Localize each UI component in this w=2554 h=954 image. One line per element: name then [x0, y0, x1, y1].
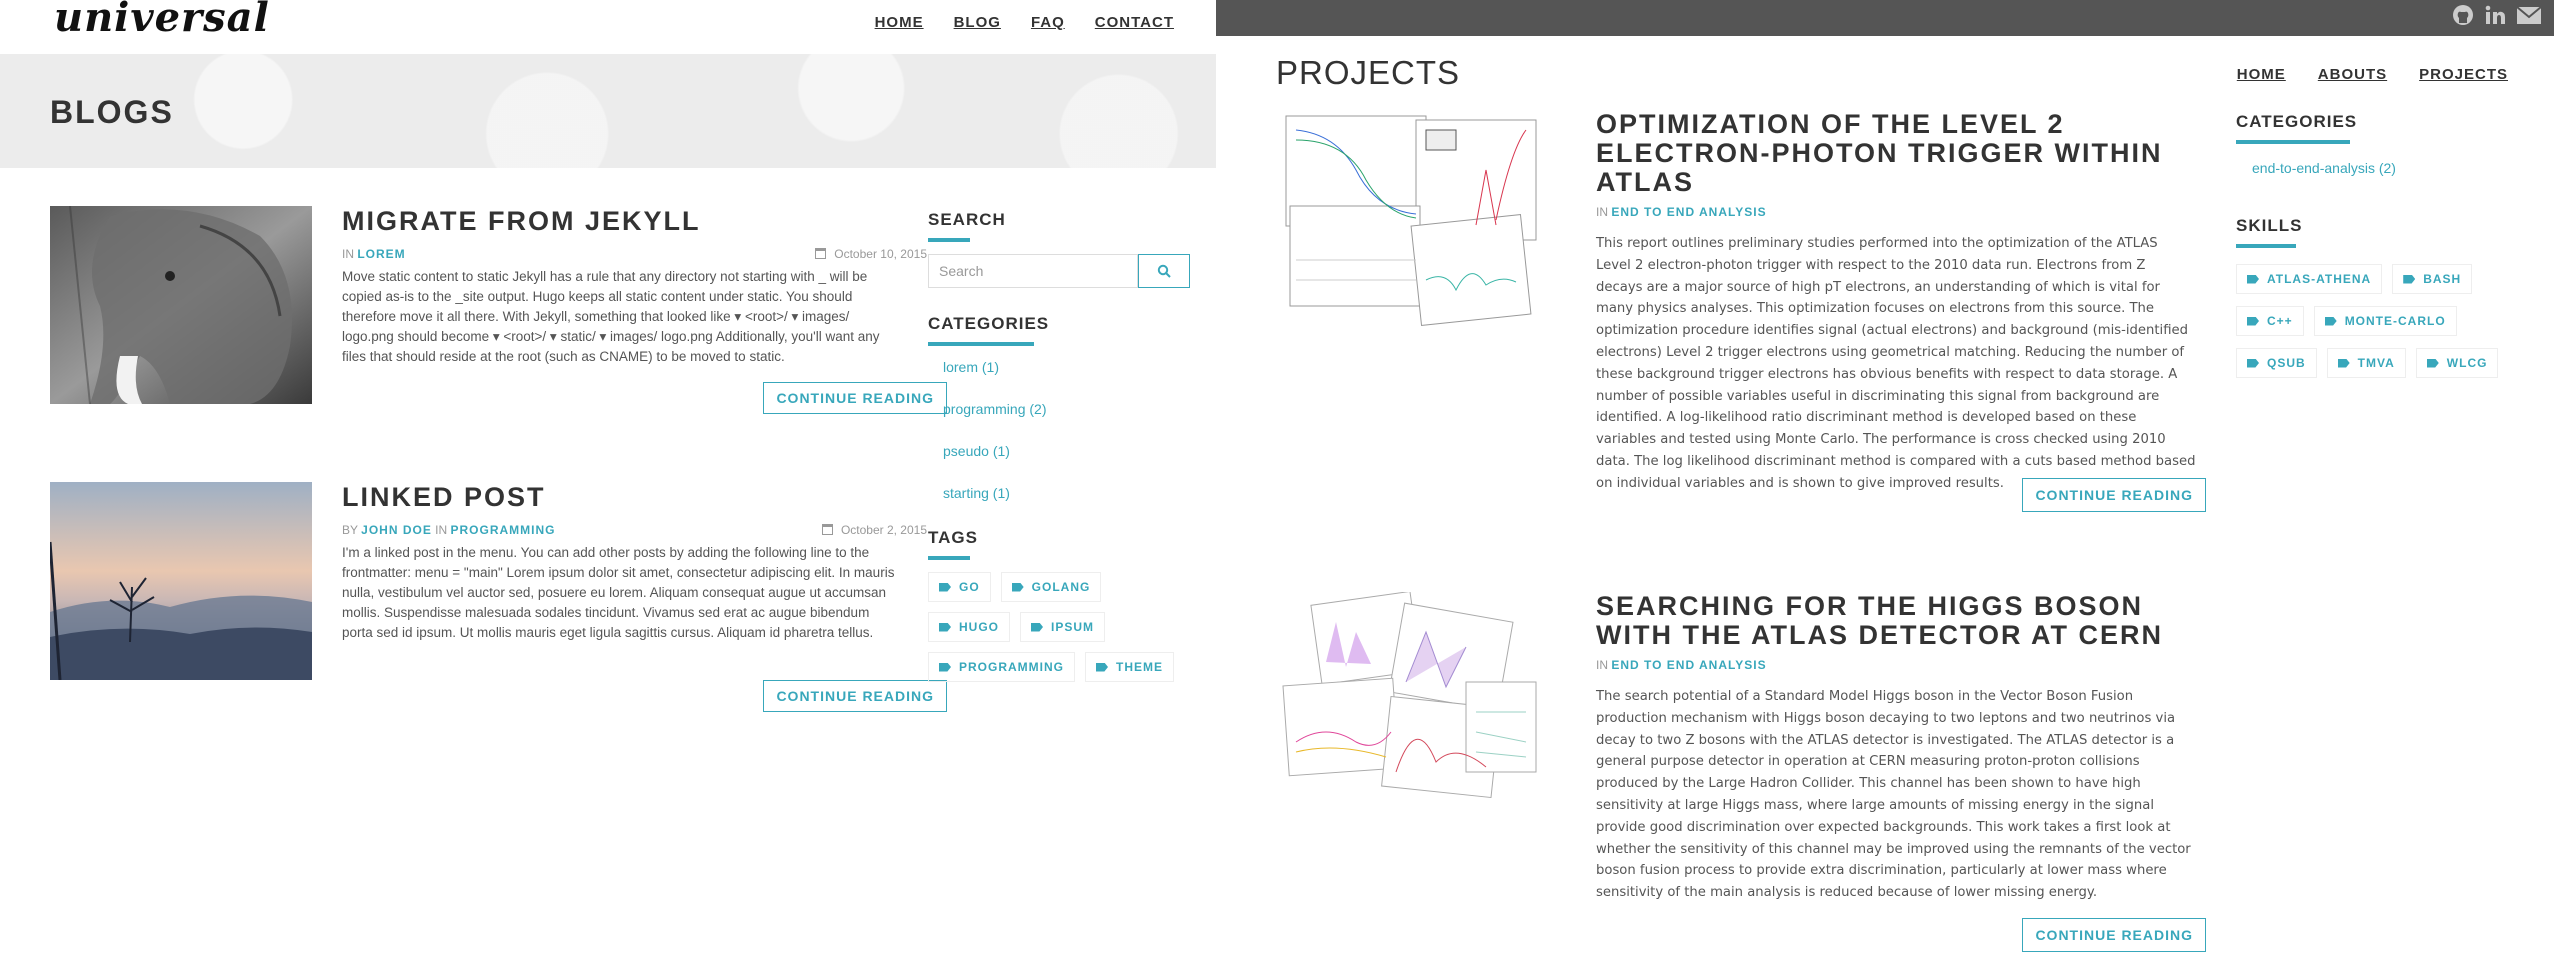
post-body [342, 482, 947, 704]
project-thumbnail-higgs-plots[interactable] [1276, 592, 1546, 812]
project-category-link[interactable]: END TO END ANALYSIS [1611, 658, 1767, 672]
nav-blog[interactable]: BLOG [953, 14, 1001, 31]
post-date-text: October 10, 2015 [834, 247, 927, 261]
skill-label: MONTE-CARLO [2344, 314, 2446, 328]
project-excerpt: The search potential of a Standard Model Higgs boson in the Vector Boson Fusion production mechanism with Higgs boson decaying to two leptons and two neutrinos via decay to two Z bosons with the ATLAS detector is investigated. The ATLAS detector is a general purpose detector in operation at CERN measuring proton-proton collisions produced by the Large Hadron Collider. This channel has been shown to have high sensitivity at large Higgs mass, where large amounts of missing energy in the signal provide good discrimination over expected backgrounds. This work takes a first look at whether the sensitivity of this channel may be improved using the remnants of the vector boson fusion process to provide extra discrimination, particularly at lower mass where sensitivity of the main analysis is reduced because of lower missing energy. [1596, 689, 2191, 901]
post-excerpt: I'm a linked post in the menu. You can add other posts by adding the following line to the frontmatter: menu = "main" Lorem ipsum dolor sit amet, consectetur adipiscing elit. In mauris nulla, vestibulum vel auctor sed, posuere eu lorem. Aliquam consequat augue ut accumsan mollis. Suspendisse malesuada sodales tincidunt. Vivamus sed erat ac augue bibendum porta sed id ipsum. Ut mollis mauris eget ligula sagittis cursus. Aliquam id pharetra tellus. [342, 545, 895, 640]
skill-tag[interactable] [2314, 306, 2457, 336]
skill-label: C++ [2267, 314, 2293, 328]
project-category-link[interactable]: END TO END ANALYSIS [1611, 205, 1767, 219]
skill-tag[interactable] [2416, 348, 2499, 378]
top-bar [1216, 0, 2554, 36]
categories-heading: CATEGORIES [928, 314, 1050, 333]
search-icon [1157, 264, 1171, 278]
search-input[interactable]: Search [928, 254, 1138, 288]
heading-underline [928, 556, 970, 560]
skill-tag[interactable] [2236, 348, 2317, 378]
tag-icon [2247, 359, 2259, 368]
tag-icon [1031, 623, 1043, 632]
post-excerpt: Move static content to static Jekyll has a rule that any directory not starting with _ will be copied as-is to the _site output. Hugo keeps all static content under static. You should therefore move it all there. With Jekyll, something that looked like ▾ <root>/ ▾ images/ logo.png should become ▾ <root>/ ▾ static/ ▾ images/ logo.png Additionally, you'll want any files that should reside at the root (such as CNAME) to be moved to static. [342, 269, 880, 364]
email-icon[interactable] [2516, 4, 2542, 26]
nav-faq[interactable]: FAQ [1030, 14, 1065, 31]
tags-heading: TAGS [928, 528, 978, 547]
tag-label: HUGO [959, 620, 999, 634]
categories-heading: CATEGORIES [2236, 112, 2358, 131]
meta-in-label: IN [1596, 205, 1608, 219]
tag-icon [1096, 663, 1108, 672]
tag-icon [939, 583, 951, 592]
tag-icon [2338, 359, 2350, 368]
project-title[interactable]: OPTIMIZATION OF THE LEVEL 2 ELECTRON-PHOTON TRIGGER WITHIN ATLAS [1596, 109, 2163, 197]
tag-link[interactable] [928, 652, 1075, 682]
post-title[interactable]: MIGRATE FROM JEKYLL [342, 206, 701, 236]
post-thumbnail-elephant[interactable] [50, 206, 312, 404]
search-button[interactable] [1138, 254, 1190, 288]
skill-tag[interactable] [2327, 348, 2406, 378]
tag-icon [939, 663, 951, 672]
skill-label: QSUB [2267, 356, 2306, 370]
continue-reading-button[interactable]: CONTINUE READING [763, 382, 947, 414]
post-date [815, 247, 927, 261]
skill-label: TMVA [2357, 356, 2395, 370]
calendar-icon [822, 524, 833, 535]
category-link[interactable]: pseudo (1) [943, 443, 1010, 459]
page-title: PROJECTS [1276, 54, 1461, 91]
heading-underline [2236, 244, 2296, 248]
tag-link[interactable] [1020, 612, 1105, 642]
project-body [1596, 591, 2206, 943]
skills-heading: SKILLS [2236, 216, 2303, 235]
continue-reading-button[interactable]: CONTINUE READING [2022, 478, 2206, 512]
blog-sidebar [928, 210, 1193, 682]
tag-cloud [928, 572, 1193, 682]
tag-icon [2247, 317, 2259, 326]
tag-icon [939, 623, 951, 632]
nav-projects[interactable]: PROJECTS [2419, 66, 2508, 83]
tag-icon [2427, 359, 2439, 368]
tag-label: IPSUM [1051, 620, 1095, 634]
skill-label: ATLAS-ATHENA [2267, 272, 2372, 286]
tag-icon [1012, 583, 1024, 592]
post-date [822, 523, 927, 537]
top-navbar [0, 0, 1216, 54]
continue-reading-button[interactable]: CONTINUE READING [2022, 918, 2206, 952]
search-form [928, 254, 1193, 288]
post-author-link[interactable]: JOHN DOE [361, 523, 432, 537]
continue-reading-button[interactable]: CONTINUE READING [763, 680, 947, 712]
post-date-text: October 2, 2015 [840, 523, 927, 537]
nav-contact[interactable]: CONTACT [1094, 14, 1174, 31]
project-entry [1276, 592, 2204, 954]
skill-label: BASH [2423, 272, 2462, 286]
tag-label: PROGRAMMING [959, 660, 1064, 674]
skill-tag[interactable] [2392, 264, 2472, 294]
category-link[interactable]: end-to-end-analysis (2) [2252, 160, 2396, 176]
page-title: BLOGS [50, 94, 174, 130]
tag-link[interactable] [1085, 652, 1174, 682]
tag-icon [2325, 317, 2337, 326]
heading-underline [928, 342, 1034, 346]
tag-link[interactable] [928, 612, 1010, 642]
search-heading: SEARCH [928, 210, 1006, 229]
nav-home[interactable]: HOME [2236, 66, 2286, 83]
post-title[interactable]: LINKED POST [342, 482, 546, 512]
skill-tag[interactable] [2236, 264, 2382, 294]
heading-underline [2236, 140, 2350, 144]
post-category-link[interactable]: PROGRAMMING [450, 523, 556, 537]
page-banner [0, 54, 1216, 168]
tag-icon [2403, 275, 2415, 284]
projects-sidebar [2236, 112, 2536, 378]
social-links [2452, 4, 2542, 26]
post-meta [342, 247, 947, 265]
github-icon[interactable] [2452, 4, 2474, 26]
project-thumbnail-trigger-plots[interactable] [1276, 110, 1546, 330]
tag-link[interactable] [1001, 572, 1102, 602]
tag-label: THEME [1116, 660, 1163, 674]
project-meta [1596, 658, 2206, 672]
main-menu [875, 14, 1174, 31]
category-link[interactable]: starting (1) [943, 485, 1010, 501]
project-meta [1596, 205, 2206, 219]
project-excerpt: This report outlines preliminary studies performed into the optimization of the ATLAS Level 2 electron-photon trigger with respect to the 2010 data run. Electrons from Z decays are a major source of high pT electrons, an understanding of which is vital for many physics analyses. This optimization focuses on electrons from this source. The optimization procedure identifies signal (actual electrons) and background (mis-identified electrons) Level 2 trigger electrons using geometrical matching. Reducing the number of these background trigger electrons has obvious benefits with respect to data storage. A number of possible variables useful in discriminating this signal from background are identified. A log-likelihood ratio discriminant method is developed based on these variables and tested using Monte Carlo. The performance is cross checked using 2010 data. The log likelihood discriminant method is compared with a cuts based method based on individual variables and is shown to give improved results. [1596, 236, 2196, 491]
post-thumbnail-landscape[interactable] [50, 482, 312, 680]
project-title[interactable]: SEARCHING FOR THE HIGGS BOSON WITH THE ATLAS DETECTOR AT CERN [1596, 591, 2163, 650]
post-category-link[interactable]: LOREM [357, 247, 406, 261]
projects-pane [1216, 0, 2554, 954]
meta-in-label: IN [342, 247, 354, 261]
meta-by-label: BY [342, 523, 358, 537]
category-link[interactable]: programming (2) [943, 401, 1047, 417]
post-meta [342, 523, 947, 541]
category-link[interactable]: lorem (1) [943, 359, 1000, 375]
post-body [342, 206, 947, 406]
heading-underline [928, 238, 970, 242]
main-menu [2237, 66, 2508, 83]
site-logo[interactable]: universal [54, 0, 270, 41]
category-list [928, 358, 1193, 526]
linkedin-icon[interactable] [2484, 4, 2506, 26]
tag-icon [2247, 275, 2259, 284]
project-body [1596, 109, 2206, 503]
nav-abouts[interactable]: ABOUTS [2317, 66, 2388, 83]
blog-pane [0, 0, 1216, 954]
skill-label: WLCG [2446, 356, 2488, 370]
blog-post [50, 482, 934, 704]
tag-link[interactable] [928, 572, 991, 602]
blog-post [50, 206, 934, 406]
skill-tag[interactable] [2236, 306, 2304, 336]
skills-cloud [2236, 264, 2516, 378]
nav-home[interactable]: HOME [874, 14, 924, 31]
tag-label: GO [959, 580, 980, 594]
tag-label: GOLANG [1031, 580, 1091, 594]
meta-in-label: IN [1596, 658, 1608, 672]
calendar-icon [815, 248, 826, 259]
project-entry [1276, 110, 2204, 530]
meta-in-label: IN [435, 523, 448, 537]
